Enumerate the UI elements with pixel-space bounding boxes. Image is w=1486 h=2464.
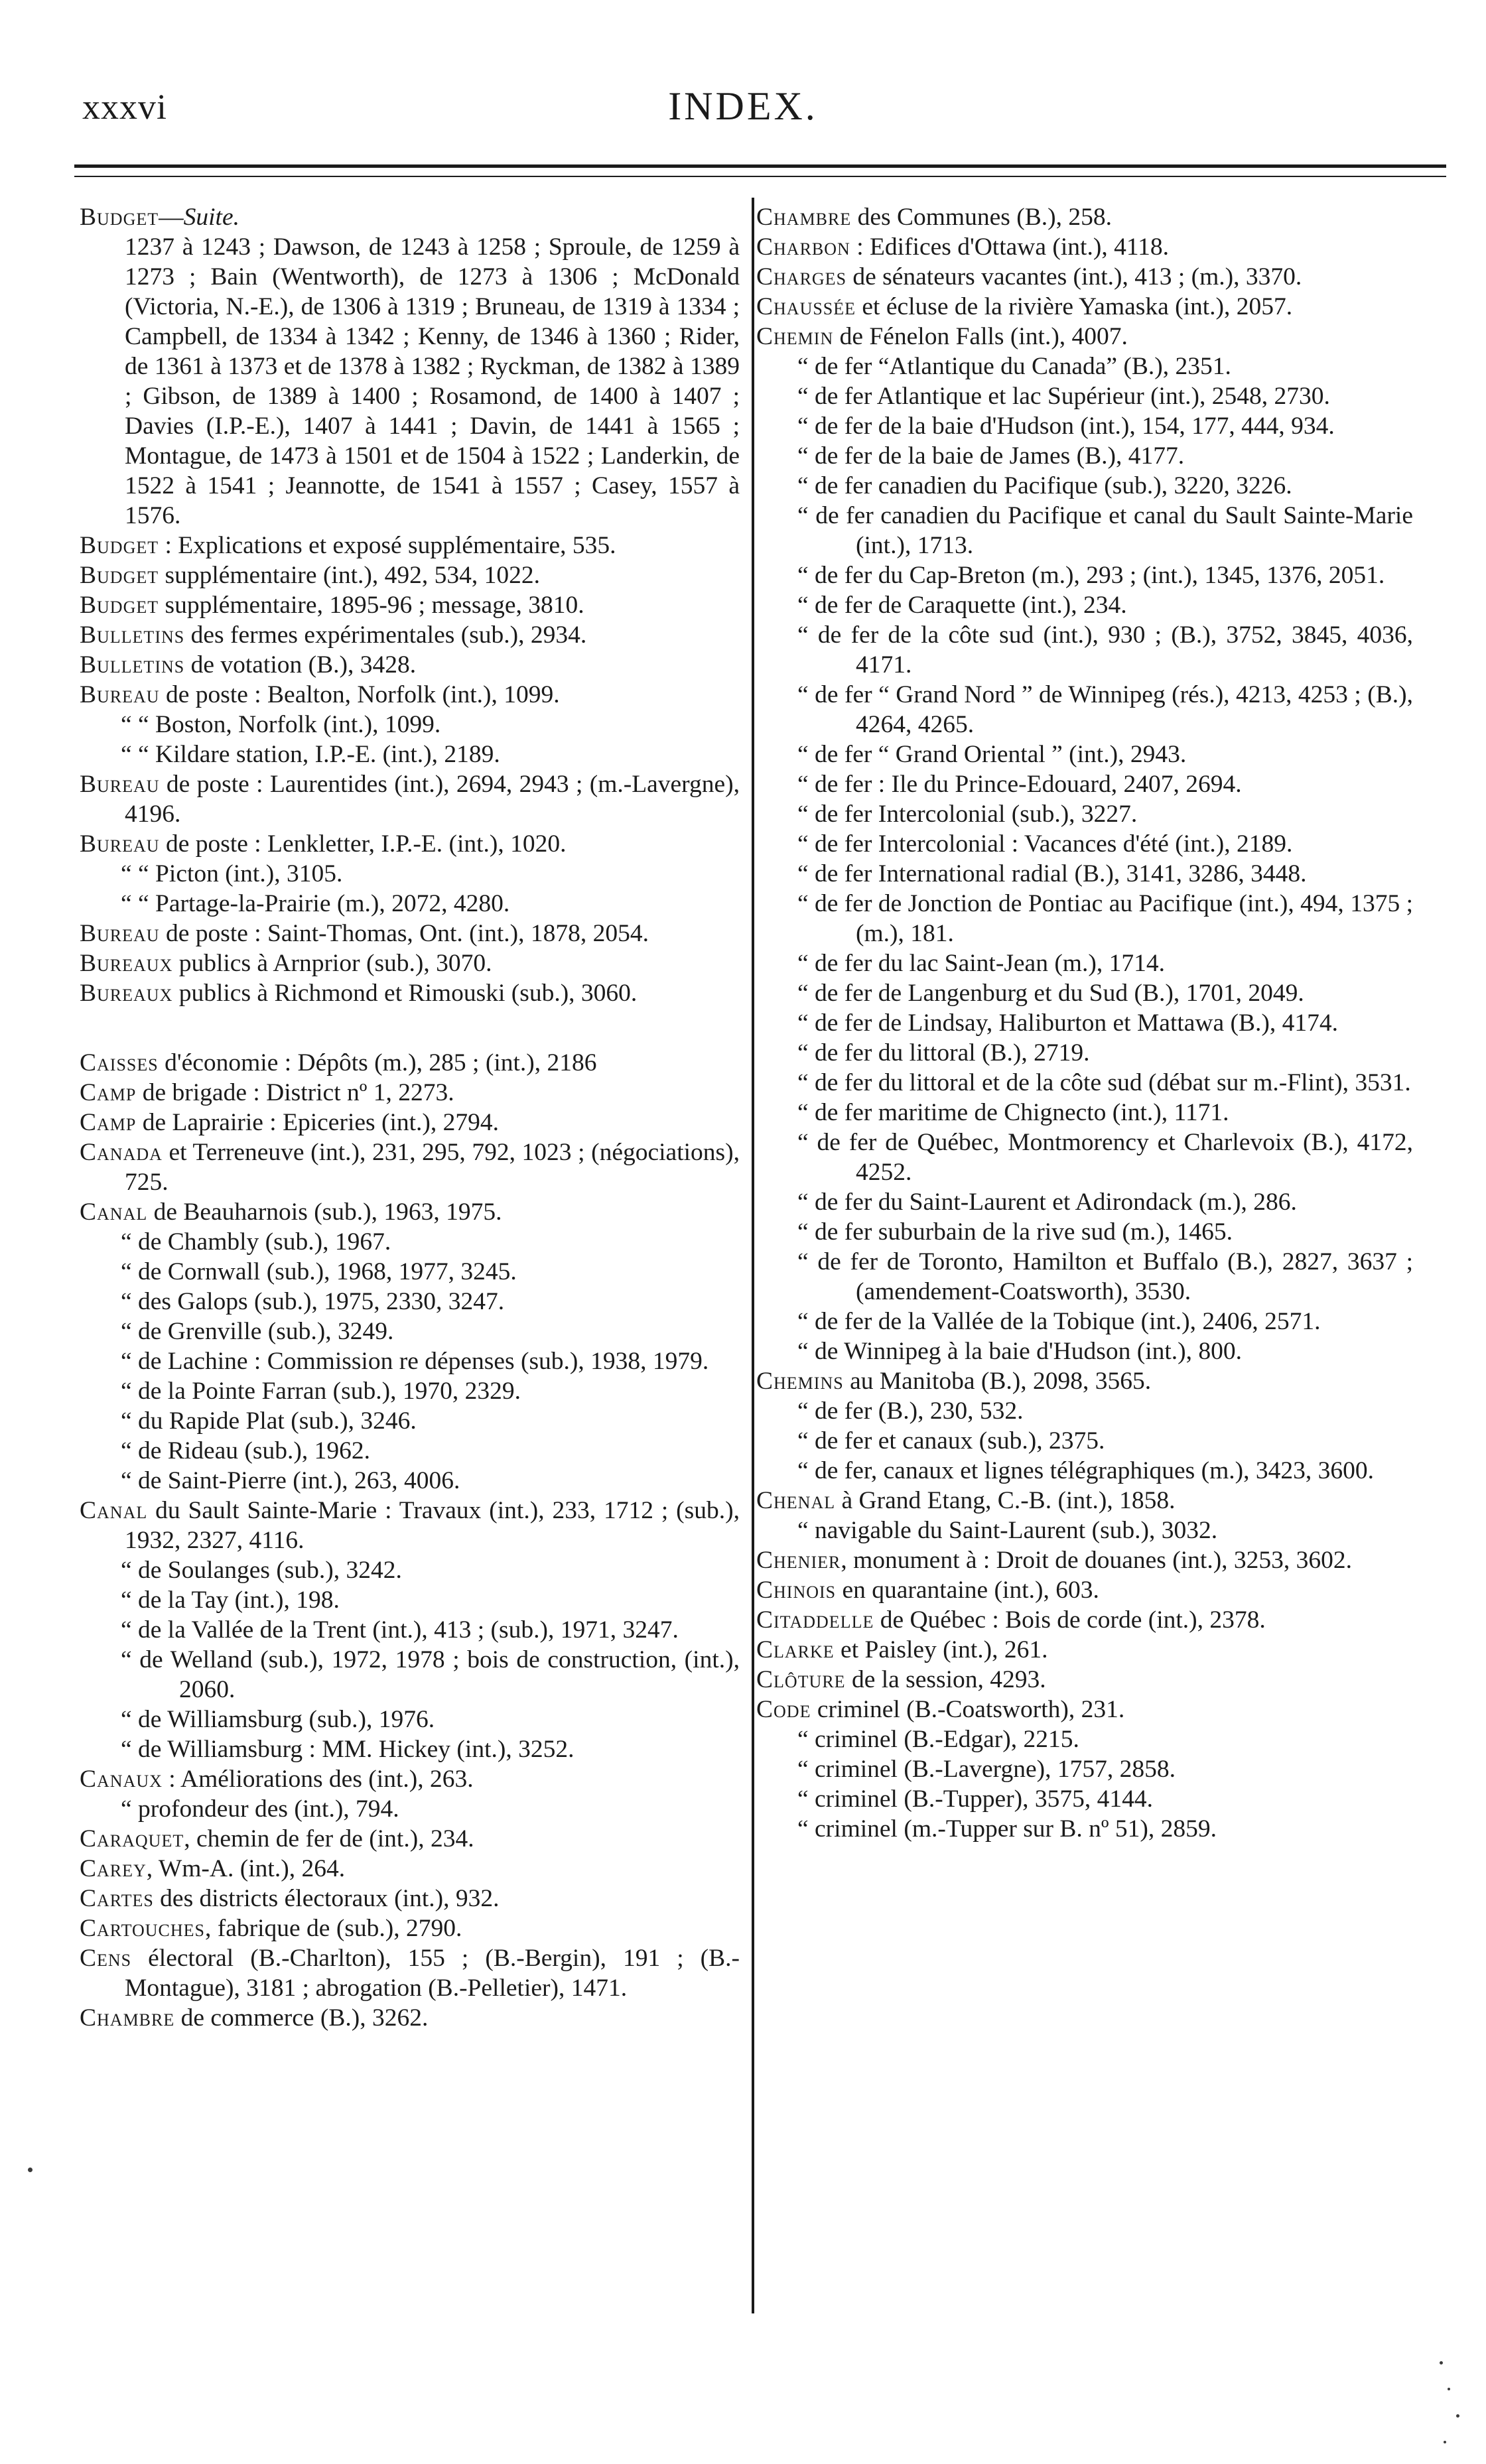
entry-text: “ profondeur des (int.), 794. <box>121 1795 399 1823</box>
entry-heading: Budget <box>80 532 159 559</box>
entry-text: de poste : Lenkletter, I.P.-E. (int.), 1020. <box>159 830 567 858</box>
entry-text: des fermes expérimentales (sub.), 2934. <box>184 621 587 649</box>
page-header <box>0 78 1486 138</box>
entry-heading: Clarke <box>756 1636 835 1663</box>
index-entry <box>756 590 1413 620</box>
entry-text: , chemin de fer de (int.), 234. <box>184 1825 474 1852</box>
entry-text: : Edifices d'Ottawa (int.), 4118. <box>850 233 1170 261</box>
index-entry <box>80 1406 740 1436</box>
entry-text: “ “ Picton (int.), 3105. <box>121 860 343 887</box>
index-entry <box>756 1665 1413 1695</box>
index-entry <box>80 1257 740 1287</box>
entry-text: “ des Galops (sub.), 1975, 2330, 3247. <box>121 1288 505 1315</box>
index-entry <box>756 471 1413 501</box>
entry-text: “ de Lachine : Commission re dépenses (sub.), 1938, 1979. <box>121 1348 709 1375</box>
entry-heading: Bureau <box>80 771 160 798</box>
entry-text: de sénateurs vacantes (int.), 413 ; (m.), 3370. <box>846 263 1302 291</box>
index-entry <box>756 1366 1413 1396</box>
index-entry <box>756 1516 1413 1545</box>
entry-text: des Communes (B.), 258. <box>851 204 1112 231</box>
entry-text: “ de fer de Jonction de Pontiac au Pacifique (int.), 494, 1375 ; (m.), 181. <box>797 890 1413 947</box>
entry-text: de Laprairie : Epiceries (int.), 2794. <box>136 1109 500 1136</box>
entry-heading: Bulletins <box>80 651 185 679</box>
entry-text: publics à Richmond et Rimouski (sub.), 3060. <box>172 980 638 1007</box>
index-entry <box>80 650 740 680</box>
index-entry <box>80 1913 740 1943</box>
entry-text: de commerce (B.), 3262. <box>174 2004 429 2032</box>
entry-text: “ de fer de la baie de James (B.), 4177. <box>797 442 1185 470</box>
index-entry <box>756 560 1413 590</box>
index-entry <box>80 1048 740 1078</box>
entry-text: “ “ Partage-la-Prairie (m.), 2072, 4280. <box>121 890 510 917</box>
entry-text: “ du Rapide Plat (sub.), 3246. <box>121 1407 417 1435</box>
index-entry <box>756 1038 1413 1068</box>
entry-text: “ de fer Atlantique et lac Supérieur (int.), 2548, 2730. <box>797 383 1330 410</box>
entry-text: “ “ Boston, Norfolk (int.), 1099. <box>121 711 441 738</box>
page-number: xxxvi <box>82 87 168 127</box>
index-entry <box>756 620 1413 680</box>
entry-text: “ de Williamsburg : MM. Hickey (int.), 3252. <box>121 1736 574 1763</box>
entry-text: “ criminel (B.-Edgar), 2215. <box>797 1726 1079 1753</box>
entry-text: , Wm-A. (int.), 264. <box>146 1855 346 1882</box>
entry-text: de votation (B.), 3428. <box>184 651 417 679</box>
index-entry <box>756 829 1413 859</box>
index-entry <box>756 1217 1413 1247</box>
entry-text: de brigade : District nº 1, 2273. <box>136 1079 454 1106</box>
index-entry <box>756 1635 1413 1665</box>
index-entry <box>80 1794 740 1824</box>
entry-text: “ de Winnipeg à la baie d'Hudson (int.), 800. <box>797 1338 1243 1365</box>
entry-heading: Bureau <box>80 830 160 858</box>
index-entry <box>80 710 740 740</box>
index-entry <box>80 1108 740 1137</box>
entry-heading: Chenal <box>756 1487 836 1514</box>
entry-text: “ de fer de Caraquette (int.), 234. <box>797 592 1127 619</box>
entry-text: “ de Grenville (sub.), 3249. <box>121 1318 394 1345</box>
entry-text: “ de fer suburbain de la rive sud (m.), 1465. <box>797 1218 1233 1246</box>
entry-text: “ criminel (B.-Lavergne), 1757, 2858. <box>797 1756 1176 1783</box>
index-entry <box>756 1724 1413 1754</box>
scan-speck <box>1444 2441 1446 2443</box>
index-entry <box>756 740 1413 769</box>
entry-text: “ de fer International radial (B.), 3141, 3286, 3448. <box>797 860 1307 887</box>
page-title: INDEX. <box>668 84 818 128</box>
index-entry <box>756 1426 1413 1456</box>
index-entry <box>756 978 1413 1008</box>
scan-speck <box>1456 2414 1459 2418</box>
index-entry <box>80 1705 740 1734</box>
entry-text: “ de Williamsburg (sub.), 1976. <box>121 1706 435 1733</box>
entry-text: des districts électoraux (int.), 932. <box>153 1885 500 1912</box>
entry-heading: Canada <box>80 1139 163 1166</box>
scan-speck <box>1448 2388 1450 2390</box>
entry-text: supplémentaire (int.), 492, 534, 1022. <box>159 562 541 589</box>
index-entry <box>80 1137 740 1197</box>
entry-heading: Chaussée <box>756 293 856 320</box>
index-entry <box>80 948 740 978</box>
index-entry <box>756 859 1413 889</box>
entry-text: et écluse de la rivière Yamaska (int.), 2057. <box>856 293 1293 320</box>
scan-speck <box>1440 2361 1443 2365</box>
entry-heading: Chambre <box>80 2004 175 2032</box>
entry-text: “ de fer (B.), 230, 532. <box>797 1397 1024 1425</box>
entry-heading: Caraquet <box>80 1825 184 1852</box>
entry-heading: Canal <box>80 1497 148 1524</box>
index-entry <box>756 322 1413 352</box>
index-entry <box>80 590 740 620</box>
entry-text: électoral (B.-Charlton), 155 ; (B.-Bergin), 191 ; (B.-Montague), 3181 ; abrogation (B.-Pelletier), 1471. <box>125 1945 740 2002</box>
index-entry <box>756 202 1413 232</box>
index-entry <box>756 1575 1413 1605</box>
entry-text: “ de fer et canaux (sub.), 2375. <box>797 1427 1105 1455</box>
entry-heading: Carey <box>80 1855 147 1882</box>
entry-text: 1237 à 1243 ; Dawson, de 1243 à 1258 ; Sproule, de 1259 à 1273 ; Bain (Wentworth), de 1273 à 1306 ; McDonald (Victoria, N.-E.), de 1306 à 1319 ; Bruneau, de 1319 à 1334 ; Campbell, de 1334 à 1342 ; Kenny, de 1346 à 1360 ; Rider, de 1361 à 1373 et de 1378 à 1382 ; Ryckman, de 1382 à 1389 ; Gibson, de 1389 à 1400 ; Rosamond, de 1400 à 1407 ; Davies (I.P.-E.), 1407 à 1441 ; Davin, de 1441 à 1565 ; Montague, de 1473 à 1501 et de 1504 à 1522 ; Landerkin, de 1522 à 1541 ; Jeannotte, de 1541 à 1557 ; Casey, 1557 à 1576. <box>125 233 740 529</box>
entry-heading: Chinois <box>756 1577 837 1604</box>
index-entry <box>80 1317 740 1346</box>
entry-text: et Terreneuve (int.), 231, 295, 792, 1023 ; (négociations), 725. <box>125 1139 740 1196</box>
index-entry <box>80 1824 740 1854</box>
index-entry <box>80 531 740 560</box>
entry-text: “ “ Kildare station, I.P.-E. (int.), 2189. <box>121 741 500 768</box>
index-entry <box>756 292 1413 322</box>
index-entry <box>80 1734 740 1764</box>
index-entry <box>80 1764 740 1794</box>
entry-text: “ de Soulanges (sub.), 3242. <box>121 1557 402 1584</box>
entry-text: : Améliorations des (int.), 263. <box>162 1766 474 1793</box>
index-entry <box>80 1466 740 1496</box>
index-entry <box>80 1078 740 1108</box>
entry-text: “ de fer du Saint-Laurent et Adirondack (m.), 286. <box>797 1189 1297 1216</box>
index-entry <box>756 1605 1413 1635</box>
column-divider <box>752 198 754 2313</box>
entry-text: de Fénelon Falls (int.), 4007. <box>833 323 1128 350</box>
entry-text: “ de fer de Lindsay, Haliburton et Mattawa (B.), 4174. <box>797 1009 1339 1037</box>
index-entry <box>756 1545 1413 1575</box>
entry-heading: Chenier <box>756 1547 841 1574</box>
entry-text: “ de fer de Québec, Montmorency et Charlevoix (B.), 4172, 4252. <box>797 1129 1413 1186</box>
index-entry <box>756 889 1413 948</box>
index-entry <box>756 1754 1413 1784</box>
index-entry <box>756 1307 1413 1336</box>
entry-text: “ de fer du littoral (B.), 2719. <box>797 1039 1090 1067</box>
entry-heading: Bureau <box>80 681 160 708</box>
index-entry <box>80 560 740 590</box>
entry-text: supplémentaire, 1895-96 ; message, 3810. <box>159 592 584 619</box>
entry-heading: Cartouches <box>80 1915 205 1942</box>
entry-text: “ de la Tay (int.), 198. <box>121 1587 340 1614</box>
index-entry <box>80 1854 740 1884</box>
entry-text: “ de fer de la côte sud (int.), 930 ; (B.), 3752, 3845, 4036, 4171. <box>797 621 1413 679</box>
entry-heading: Code <box>756 1696 811 1723</box>
header-rule-thin <box>74 176 1446 177</box>
entry-text: “ de fer du lac Saint-Jean (m.), 1714. <box>797 950 1165 977</box>
index-entry <box>756 381 1413 411</box>
index-entry <box>756 769 1413 799</box>
index-entry <box>80 232 740 531</box>
entry-heading: Bulletins <box>80 621 185 649</box>
entry-heading: Budget <box>80 592 159 619</box>
index-entry <box>756 1128 1413 1187</box>
index-entry <box>756 1068 1413 1098</box>
entry-text: “ de fer de la baie d'Hudson (int.), 154, 177, 444, 934. <box>797 413 1335 440</box>
entry-heading: Charbon <box>756 233 850 261</box>
index-entry <box>756 1486 1413 1516</box>
index-entry <box>80 740 740 769</box>
entry-heading: Budget <box>80 204 159 231</box>
index-entry <box>756 680 1413 740</box>
entry-heading: Cartes <box>80 1885 154 1912</box>
index-entry <box>80 829 740 859</box>
entry-text: “ de Chambly (sub.), 1967. <box>121 1228 391 1256</box>
index-entry <box>80 1287 740 1317</box>
entry-heading: Bureaux <box>80 950 173 977</box>
entry-text: “ de fer maritime de Chignecto (int.), 1171. <box>797 1099 1229 1126</box>
entry-heading: Citaddelle <box>756 1606 874 1634</box>
entry-text: publics à Arnprior (sub.), 3070. <box>172 950 492 977</box>
entry-text: — <box>159 204 184 231</box>
entry-text: “ de la Vallée de la Trent (int.), 413 ; (sub.), 1971, 3247. <box>121 1616 679 1644</box>
index-entry <box>756 1336 1413 1366</box>
index-entry <box>756 501 1413 560</box>
index-entry <box>756 1456 1413 1486</box>
scan-speck <box>28 2168 33 2172</box>
index-entry <box>756 352 1413 381</box>
left-column <box>80 202 740 2033</box>
entry-heading: Bureau <box>80 920 160 947</box>
entry-heading: Bureaux <box>80 980 173 1007</box>
index-entry <box>756 232 1413 262</box>
entry-text: et Paisley (int.), 261. <box>834 1636 1048 1663</box>
entry-heading: Caisses <box>80 1049 159 1076</box>
entry-text: “ de fer “Atlantique du Canada” (B.), 2351. <box>797 353 1231 380</box>
index-entry <box>756 1008 1413 1038</box>
entry-text: , fabrique de (sub.), 2790. <box>205 1915 462 1942</box>
entry-heading: Camp <box>80 1079 137 1106</box>
index-entry <box>80 1496 740 1555</box>
index-entry <box>80 1436 740 1466</box>
entry-text: au Manitoba (B.), 2098, 3565. <box>843 1368 1152 1395</box>
entry-text: “ de fer canadien du Pacifique et canal du Sault Sainte-Marie (int.), 1713. <box>797 502 1413 559</box>
index-entry <box>80 1376 740 1406</box>
entry-text: “ de Saint-Pierre (int.), 263, 4006. <box>121 1467 460 1494</box>
index-entry <box>80 859 740 889</box>
entry-text: “ de fer canadien du Pacifique (sub.), 3220, 3226. <box>797 472 1292 499</box>
entry-heading: Chemins <box>756 1368 844 1395</box>
entry-text: “ de fer de Langenburg et du Sud (B.), 1701, 2049. <box>797 980 1304 1007</box>
index-entry <box>756 411 1413 441</box>
entry-text: d'économie : Dépôts (m.), 285 ; (int.), 2186 <box>158 1049 597 1076</box>
entry-text: “ de fer : Ile du Prince-Edouard, 2407, 2694. <box>797 771 1242 798</box>
index-entry <box>756 948 1413 978</box>
entry-text: “ de fer “ Grand Nord ” de Winnipeg (rés.), 4213, 4253 ; (B.), 4264, 4265. <box>797 681 1413 738</box>
index-entry <box>80 1346 740 1376</box>
entry-text: “ criminel (m.-Tupper sur B. nº 51), 2859. <box>797 1815 1217 1843</box>
index-entry <box>80 1615 740 1645</box>
entry-text: “ de Cornwall (sub.), 1968, 1977, 3245. <box>121 1258 517 1285</box>
entry-text: en quarantaine (int.), 603. <box>836 1577 1099 1604</box>
entry-text: “ de fer Intercolonial (sub.), 3227. <box>797 801 1138 828</box>
entry-text: de poste : Bealton, Norfolk (int.), 1099. <box>159 681 560 708</box>
entry-heading: Canaux <box>80 1766 163 1793</box>
index-entry <box>80 680 740 710</box>
index-entry <box>80 1645 740 1705</box>
index-entry <box>80 2003 740 2033</box>
entry-heading: Cens <box>80 1945 132 1972</box>
header-rule-thick <box>74 164 1446 168</box>
entry-heading: Camp <box>80 1109 137 1136</box>
entry-text: “ de fer “ Grand Oriental ” (int.), 2943. <box>797 741 1187 768</box>
index-entry <box>756 799 1413 829</box>
index-entry <box>80 1585 740 1615</box>
index-entry <box>756 1187 1413 1217</box>
entry-text: du Sault Sainte-Marie : Travaux (int.), 233, 1712 ; (sub.), 1932, 2327, 4116. <box>125 1497 740 1554</box>
entry-text: à Grand Etang, C.-B. (int.), 1858. <box>835 1487 1176 1514</box>
entry-text: “ de fer du littoral et de la côte sud (débat sur m.-Flint), 3531. <box>797 1069 1411 1096</box>
index-entry <box>80 1227 740 1257</box>
entry-text: de poste : Laurentides (int.), 2694, 2943 ; (m.-Lavergne), 4196. <box>125 771 740 828</box>
index-entry <box>80 769 740 829</box>
index-entry <box>756 1695 1413 1724</box>
index-entry <box>80 889 740 919</box>
entry-heading: Chambre <box>756 204 852 231</box>
entry-text: “ de fer de la Vallée de la Tobique (int.), 2406, 2571. <box>797 1308 1321 1335</box>
entry-text: de Québec : Bois de corde (int.), 2378. <box>874 1606 1266 1634</box>
index-entry <box>80 620 740 650</box>
index-entry <box>80 978 740 1008</box>
entry-text: de Beauharnois (sub.), 1963, 1975. <box>147 1199 502 1226</box>
entry-text: “ de Welland (sub.), 1972, 1978 ; bois de construction, (int.), 2060. <box>121 1646 740 1703</box>
entry-text: : Explications et exposé supplémentaire, 535. <box>159 532 616 559</box>
index-entry <box>80 1197 740 1227</box>
entry-heading: Charges <box>756 263 847 291</box>
entry-text: de poste : Saint-Thomas, Ont. (int.), 1878, 2054. <box>159 920 649 947</box>
entry-text: “ de Rideau (sub.), 1962. <box>121 1437 370 1464</box>
index-entry <box>756 1814 1413 1844</box>
index-entry <box>80 1943 740 2003</box>
entry-heading: Clôture <box>756 1666 846 1693</box>
index-entry <box>80 919 740 948</box>
entry-text: , monument à : Droit de douanes (int.), 3253, 3602. <box>841 1547 1353 1574</box>
index-entry <box>756 1247 1413 1307</box>
entry-italic: Suite. <box>183 204 239 231</box>
entry-text: “ de fer Intercolonial : Vacances d'été (int.), 2189. <box>797 830 1293 858</box>
index-entry <box>756 1396 1413 1426</box>
index-entry <box>756 441 1413 471</box>
entry-text: de la session, 4293. <box>845 1666 1046 1693</box>
entry-text: “ criminel (B.-Tupper), 3575, 4144. <box>797 1785 1154 1813</box>
index-entry <box>80 1555 740 1585</box>
entry-text: “ de la Pointe Farran (sub.), 1970, 2329. <box>121 1378 521 1405</box>
entry-text: “ de fer, canaux et lignes télégraphiques (m.), 3423, 3600. <box>797 1457 1375 1484</box>
index-entry <box>80 202 740 232</box>
entry-text: “ de fer du Cap-Breton (m.), 293 ; (int.), 1345, 1376, 2051. <box>797 562 1385 589</box>
entry-text: “ navigable du Saint-Laurent (sub.), 3032. <box>797 1517 1218 1544</box>
entry-heading: Canal <box>80 1199 148 1226</box>
right-column <box>756 202 1413 1844</box>
index-entry <box>756 1098 1413 1128</box>
entry-text: “ de fer de Toronto, Hamilton et Buffalo (B.), 2827, 3637 ; (amendement-Coatsworth), 3530. <box>797 1248 1413 1305</box>
index-entry <box>80 1884 740 1913</box>
index-entry <box>756 1784 1413 1814</box>
entry-text: criminel (B.-Coatsworth), 231. <box>811 1696 1125 1723</box>
index-entry <box>756 262 1413 292</box>
entry-heading: Budget <box>80 562 159 589</box>
entry-heading: Chemin <box>756 323 834 350</box>
